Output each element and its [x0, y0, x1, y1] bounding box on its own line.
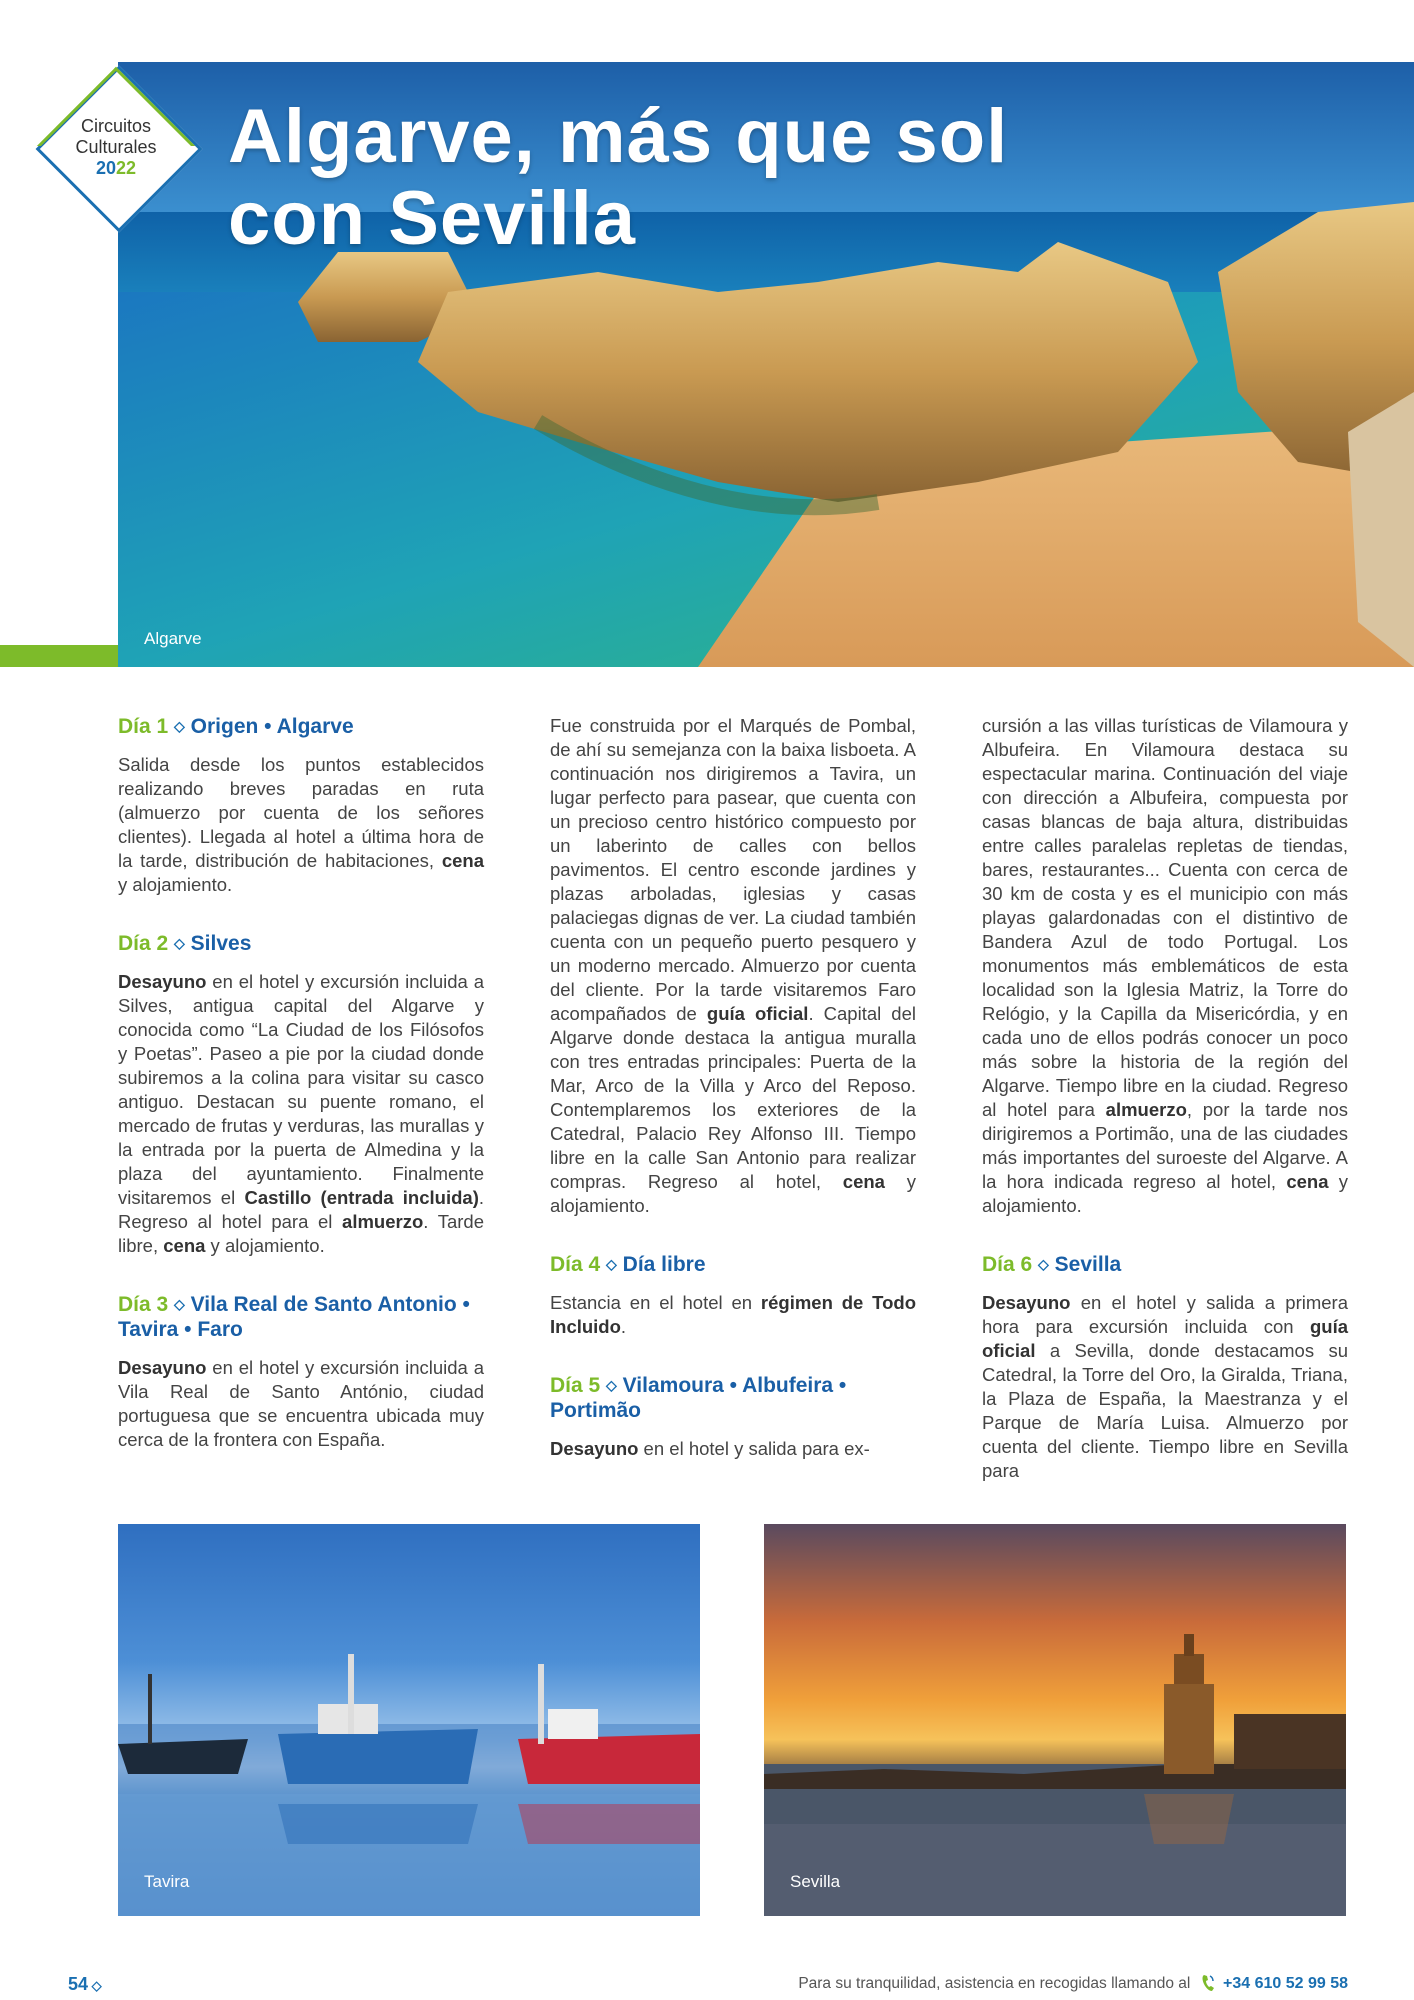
day-4-name: Día libre — [622, 1253, 706, 1276]
day-1-number: Día 1 — [118, 715, 169, 738]
photo-caption-tavira: Tavira — [144, 1872, 190, 1891]
footer-assistance-note: Para su tranquilidad, asistencia en recogidas llamando al +34 610 52 99 58 — [798, 1975, 1348, 1992]
page-title — [228, 96, 1008, 260]
diamond-icon: ◇ — [88, 1978, 102, 1993]
day-1-name: Origen • Algarve — [190, 715, 354, 738]
boats-illustration — [118, 1524, 700, 1916]
diamond-icon: ◇ — [174, 718, 185, 734]
day-5-number: Día 5 — [550, 1374, 601, 1397]
day-2-name: Silves — [190, 932, 252, 955]
badge-line-2: Culturales — [75, 137, 157, 157]
title-line-1: Algarve, más que sol — [228, 94, 1009, 179]
day-1-text: Salida desde los puntos establecidos realizando breves paradas en ruta (almuerzo por cuenta de los señores clientes). Llegada al hotel a última hora de la tarde, distribución de habitaciones, cena y alojamiento. — [118, 754, 484, 895]
diamond-icon: ◇ — [606, 1377, 617, 1393]
day-3-text-continued: Fue construida por el Marqués de Pombal, de ahí su semejanza con la baixa lisboeta. A continuación nos dirigiremos a Tavira, un lugar perfecto para pasear, que cuenta con un precioso centro histórico compuesto por un laberinto de calles con bellos pavimentos. El centro esconde jardines y plazas arboladas, iglesias y casas palaciegas dignas de ver. La ciudad también cuenta con un pequeño puerto pesquero y un moderno mercado. Almuerzo por cuenta del cliente. Por la tarde visitaremos Faro acompañados de guía oficial. Capital del Algarve donde destaca la antigua muralla con tres entradas principales: Puerta de la Mar, Arco de la Villa y Arco del Reposo. Contemplaremos los exteriores de la Catedral, Palacio Rey Alfonso III. Tiempo libre en la calle San Antonio para realizar compras. Regreso al hotel, cena y alojamiento. — [550, 715, 917, 1216]
diamond-icon: ◇ — [606, 1256, 617, 1272]
sevilla-illustration — [764, 1524, 1346, 1916]
title-line-2: con Sevilla — [228, 176, 637, 261]
day-2-heading — [118, 931, 484, 956]
day-5-text: Desayuno en el hotel y salida para ex- — [550, 1438, 870, 1459]
day-2-number: Día 2 — [118, 932, 169, 955]
footer-phone: +34 610 52 99 58 — [1222, 1975, 1348, 1992]
circuitos-culturales-badge — [30, 60, 202, 232]
column-2 — [550, 714, 916, 1461]
day-5-heading — [550, 1373, 916, 1423]
day-5-name: Vilamoura • Albufeira • Portimão — [550, 1374, 847, 1422]
badge-text — [30, 116, 202, 179]
day-6-name: Sevilla — [1054, 1253, 1122, 1276]
day-4-heading — [550, 1252, 916, 1277]
photo-tavira — [118, 1524, 700, 1916]
day-3-text: Desayuno en el hotel y excursión incluida a Vila Real de Santo António, ciudad portuguesa que se encuentra ubicada muy cerca de la frontera con España. — [118, 1357, 484, 1450]
day-6-text: Desayuno en el hotel y salida a primera hora para excursión incluida con guía oficial a Sevilla, donde destacamos su Catedral, la Torre del Oro, la Giralda, Triana, la Plaza de España, la Maestranza y el Parque de María Luisa. Almuerzo por cuenta del cliente. Tiempo libre en Sevilla para — [982, 1292, 1348, 1481]
photo-sevilla — [764, 1524, 1346, 1916]
diamond-icon: ◇ — [174, 1296, 185, 1312]
day-3-number: Día 3 — [118, 1293, 169, 1316]
day-1-heading — [118, 714, 484, 739]
page-number: 54 ◇ — [68, 1974, 102, 1994]
day-2-text: Desayuno en el hotel y excursión incluida a Silves, antigua capital del Algarve y conocida como “La Ciudad de los Filósofos y Poetas”. Paseo a pie por la ciudad donde subiremos a la colina para visitar su casco antiguo. Destacan su puente romano, el mercado de frutas y verduras, las murallas y la entrada por la puerta de Almedina y la plaza del ayuntamiento. Finalmente visitaremos el Castillo (entrada incluida). Regreso al hotel para el almuerzo. Tarde libre, cena y alojamiento. — [118, 971, 484, 1256]
day-3-name: Vila Real de Santo Antonio • Tavira • Faro — [118, 1293, 470, 1341]
column-3 — [982, 714, 1348, 1483]
phone-icon — [1201, 1974, 1215, 1992]
day-4-text: Estancia en el hotel en régimen de Todo Incluido. — [550, 1292, 917, 1337]
day-4-number: Día 4 — [550, 1253, 601, 1276]
day-6-number: Día 6 — [982, 1253, 1033, 1276]
diamond-icon: ◇ — [1038, 1256, 1049, 1272]
hero-caption: Algarve — [144, 629, 202, 648]
badge-year-a: 20 — [95, 158, 116, 178]
column-1 — [118, 714, 484, 1452]
accent-bar — [0, 645, 118, 667]
badge-year-b: 22 — [116, 158, 137, 178]
day-6-heading — [982, 1252, 1348, 1277]
badge-year — [30, 158, 202, 179]
photo-caption-sevilla: Sevilla — [790, 1872, 841, 1891]
day-3-heading — [118, 1292, 484, 1342]
badge-line-1: Circuitos — [80, 116, 151, 136]
day-5-text-continued: cursión a las villas turísticas de Vilamoura y Albufeira. En Vilamoura destaca su espectacular marina. Continuación del viaje con dirección a Albufeira, compuesta por casas blancas de baja altura, distribuidas entre calles paralelas repletas de tiendas, bares, restaurantes... Cuenta con cerca de 30 km de costa y es el municipio con más playas galardonadas con el distintivo de Bandera Azul de todo Portugal. Los monumentos más emblemáticos de esta localidad son la Iglesia Matriz, la Torre do Relógio, y la Capilla da Misericórdia, y en cada uno de ellos podrás conocer un poco más sobre la historia de la región del Algarve. Tiempo libre en la ciudad. Regreso al hotel para almuerzo, por la tarde nos dirigiremos a Portimão, una de las ciudades más importantes del suroeste del Algarve. A la hora indicada regreso al hotel, cena y alojamiento. — [982, 715, 1348, 1216]
diamond-icon: ◇ — [174, 935, 185, 951]
